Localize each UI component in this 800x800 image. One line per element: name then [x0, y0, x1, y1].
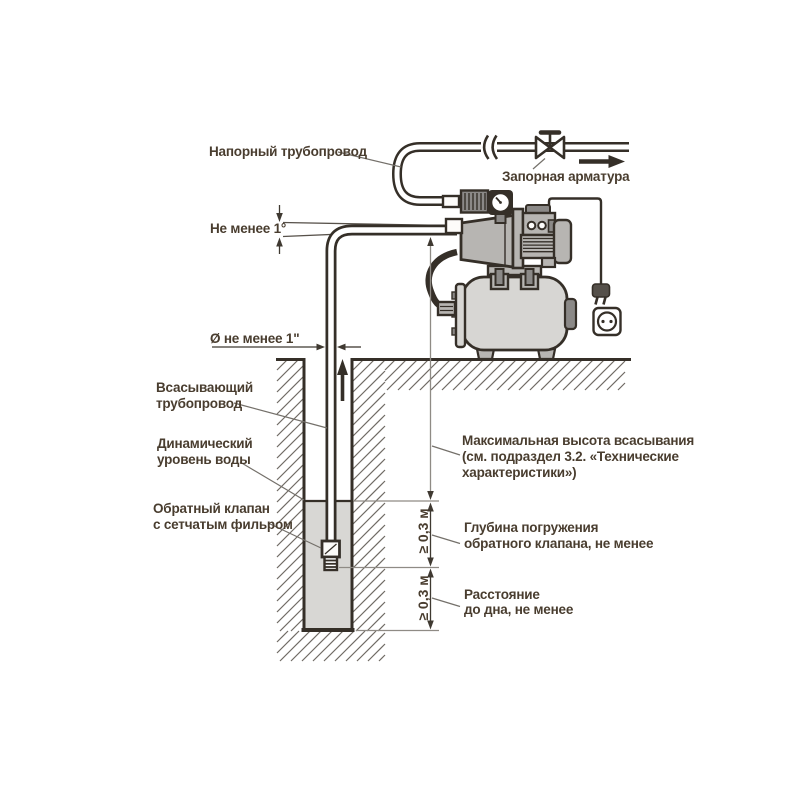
label-immersion-line2: обратного клапана, не менее	[464, 536, 654, 551]
label-dim-upper: ≥ 0,3 м	[415, 508, 431, 554]
label-max-suction-line3: характеристики»)	[462, 465, 577, 480]
shutoff-valve-symbol	[536, 133, 564, 159]
pump-tank-hose	[429, 252, 457, 315]
discharge-fitting	[443, 196, 459, 207]
label-min-slope: Не менее 1°	[210, 221, 287, 236]
pipe-break-symbol	[484, 136, 497, 160]
label-dim-lower: ≥ 0,3 м	[415, 575, 431, 621]
hose-nut	[438, 302, 455, 315]
label-discharge-pipe: Напорный трубопровод	[209, 144, 367, 159]
label-max-suction-line2: (см. подраздел 3.2. «Технические	[462, 449, 679, 464]
label-suction-pipe-line2: трубопровод	[156, 396, 242, 411]
motor	[521, 205, 571, 267]
label-bottom-distance-line1: Расстояние	[464, 587, 540, 602]
label-max-suction-line1: Максимальная высота всасывания	[462, 433, 695, 448]
leader-bottom-distance	[432, 598, 460, 607]
label-immersion-line1: Глубина погружения	[464, 520, 599, 535]
motor-end-cap	[554, 220, 571, 263]
pump-body	[446, 209, 523, 268]
label-check-valve-line1: Обратный клапан	[153, 501, 270, 516]
tank-flange	[456, 284, 465, 347]
plug	[593, 284, 610, 297]
label-bottom-distance-line2: до дна, не менее	[464, 602, 574, 617]
label-min-diameter: Ø не менее 1"	[210, 331, 300, 346]
check-valve-with-strainer	[322, 541, 340, 570]
flow-direction-arrow	[579, 155, 625, 168]
label-shutoff-valve: Запорная арматура	[502, 169, 630, 184]
tank-body	[462, 277, 567, 350]
leader-immersion-depth	[432, 535, 460, 544]
pressure-tank	[452, 277, 576, 359]
motor-foot	[542, 258, 555, 267]
leader-shutoff-valve	[533, 159, 545, 170]
leader-max-suction	[432, 446, 460, 455]
leader-dynamic-level	[240, 462, 304, 500]
label-check-valve-line2: с сетчатым фильром	[153, 517, 293, 532]
tank-end-cap	[565, 299, 576, 329]
label-dynamic-level-line1: Динамический	[157, 436, 253, 451]
label-suction-pipe-line1: Всасывающий	[156, 380, 253, 395]
suction-port-fitting	[446, 219, 462, 233]
label-dynamic-level-line2: уровень воды	[157, 452, 251, 467]
